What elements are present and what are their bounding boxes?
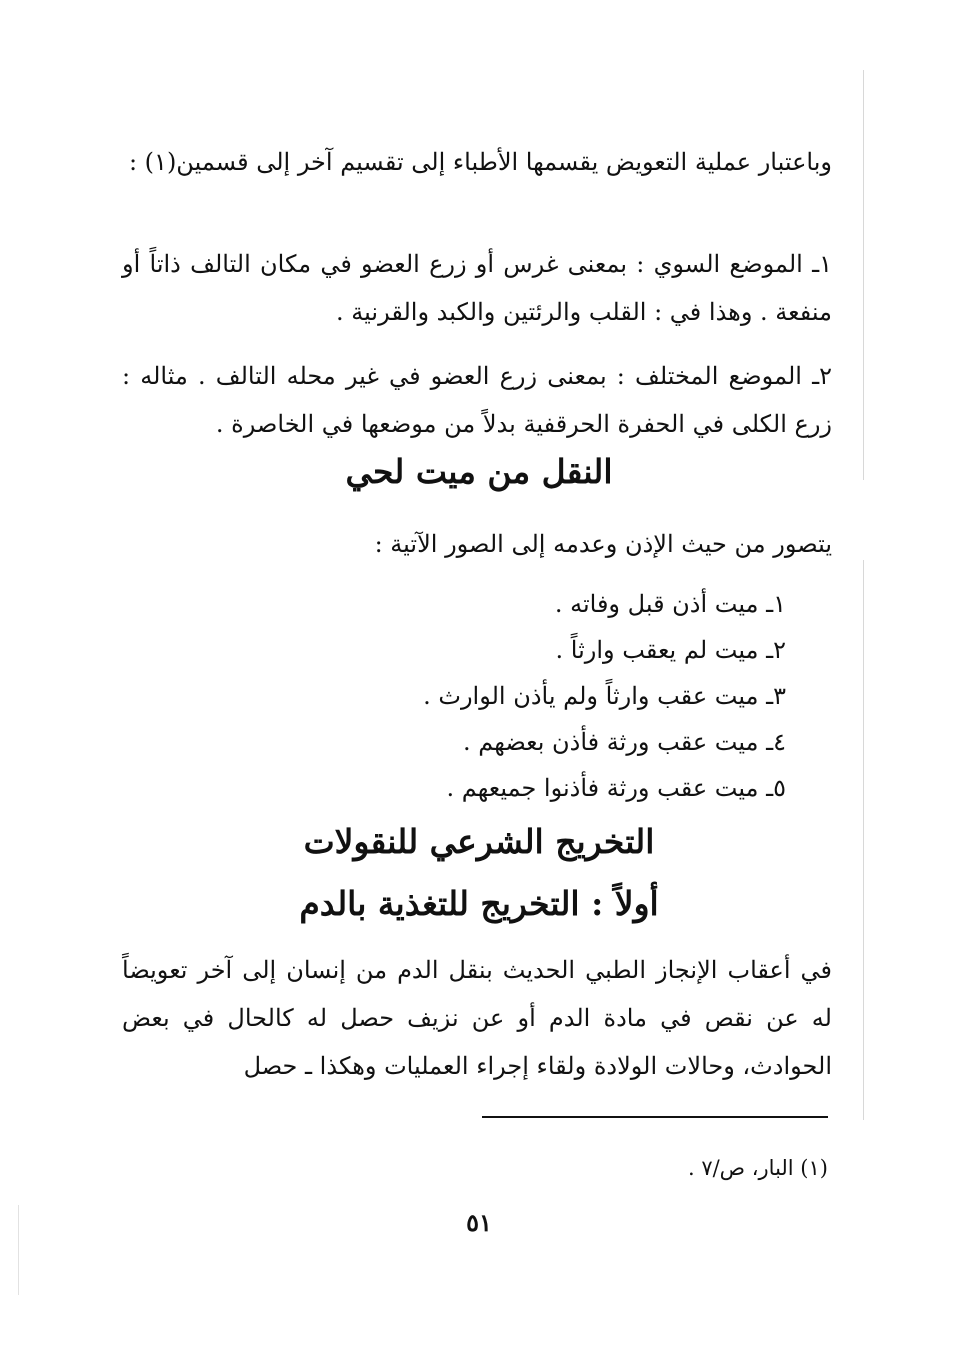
different-site-paragraph: ٢ـ الموضع المختلف : بمعنى زرع العضو في غير محله التالف . مثاله : زرع الكلى في الحفرة الحرقفية بدلاً من موضعها في الخاصرة . — [122, 362, 832, 438]
list-item-case-1: ١ـ ميت أذن قبل وفاته . — [554, 590, 786, 618]
intro-paragraph: وباعتبار عملية التعويض يقسمها الأطباء إلى تقسيم آخر إلى قسمين(١) : — [128, 148, 832, 176]
transfer-intro-paragraph: يتصور من حيث الإذن وعدمه إلى الصور الآتية : — [374, 530, 832, 558]
blood-transfusion-paragraph: في أعقاب الإنجاز الطبي الحديث بنقل الدم من إنسان إلى آخر تعويضاً له عن نقص في مادة الدم أو عن نزيف حصل له كالحال في بعض الحوادث، وحالات الولادة ولقاء إجراء العمليات وهكذا ـ حصل — [122, 956, 832, 1080]
scan-edge-line — [863, 70, 864, 480]
page-number: ٥١ — [466, 1208, 492, 1237]
section-heading-legal-basis: التخريج الشرعي للنقولات — [303, 822, 655, 861]
subsection-heading-blood-feeding: أولاً : التخريج للتغذية بالدم — [299, 884, 659, 923]
correct-site-paragraph: ١ـ الموضع السوي : بمعنى غرس أو زرع العضو في مكان التالف ذاتاً أو منفعة . وهذا في : القلب والرئتين والكبد والقرنية . — [122, 250, 832, 326]
list-item-case-5: ٥ـ ميت عقب ورثة فأذنوا جميعهم . — [446, 774, 786, 802]
list-item-case-2: ٢ـ ميت لم يعقب وارثاً . — [555, 636, 786, 664]
footnote-separator — [482, 1116, 828, 1118]
list-item-case-4: ٤ـ ميت عقب ورثة فأذن بعضهم . — [463, 728, 786, 756]
list-item-case-3: ٣ـ ميت عقب وارثاً ولم يأذن الوارث . — [423, 682, 786, 710]
section-heading-transfer: النقل من ميت لحي — [345, 452, 613, 491]
footnote: (١) البار، ص/٧ . — [687, 1156, 828, 1180]
